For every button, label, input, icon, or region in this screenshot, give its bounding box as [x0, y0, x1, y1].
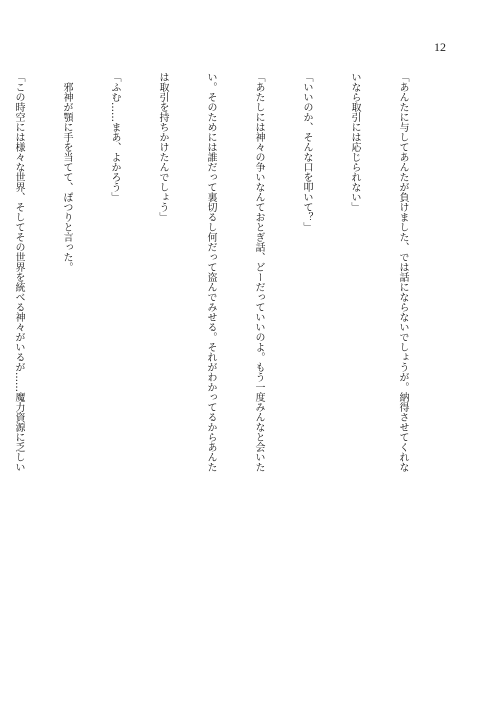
text-line: 「あんたに与してあんたが負けました、では話にならないでしょうが。納得させてくれな [397, 72, 408, 472]
text-line: 「ふむ……まあ、よかろう」 [109, 72, 120, 202]
text-line: は取引を持ちかけたんでしょう」 [157, 72, 168, 222]
text-line: 邪神が顎に手を当てて、ぽつりと言った。 [61, 72, 72, 272]
text-line: 「いいのか、そんな口を叩いて？」 [301, 72, 312, 232]
text-line: いなら取引には応じられない」 [349, 72, 360, 212]
text-line: 「あたしには神々の争いなんておとぎ話、どーだっていいのよ。もう一度みんなと会いた [253, 72, 264, 472]
text-line: い。そのためには誰だって裏切るし何だって盗んでみせる。それがわかってるからあんた [205, 72, 216, 472]
vertical-text-body [0, 72, 442, 632]
page-number: 12 [434, 40, 446, 54]
text-line: 「この時空には様々な世界、そしてその世界を統べる神々がいるが……魔力資源に乏しい [13, 72, 24, 472]
